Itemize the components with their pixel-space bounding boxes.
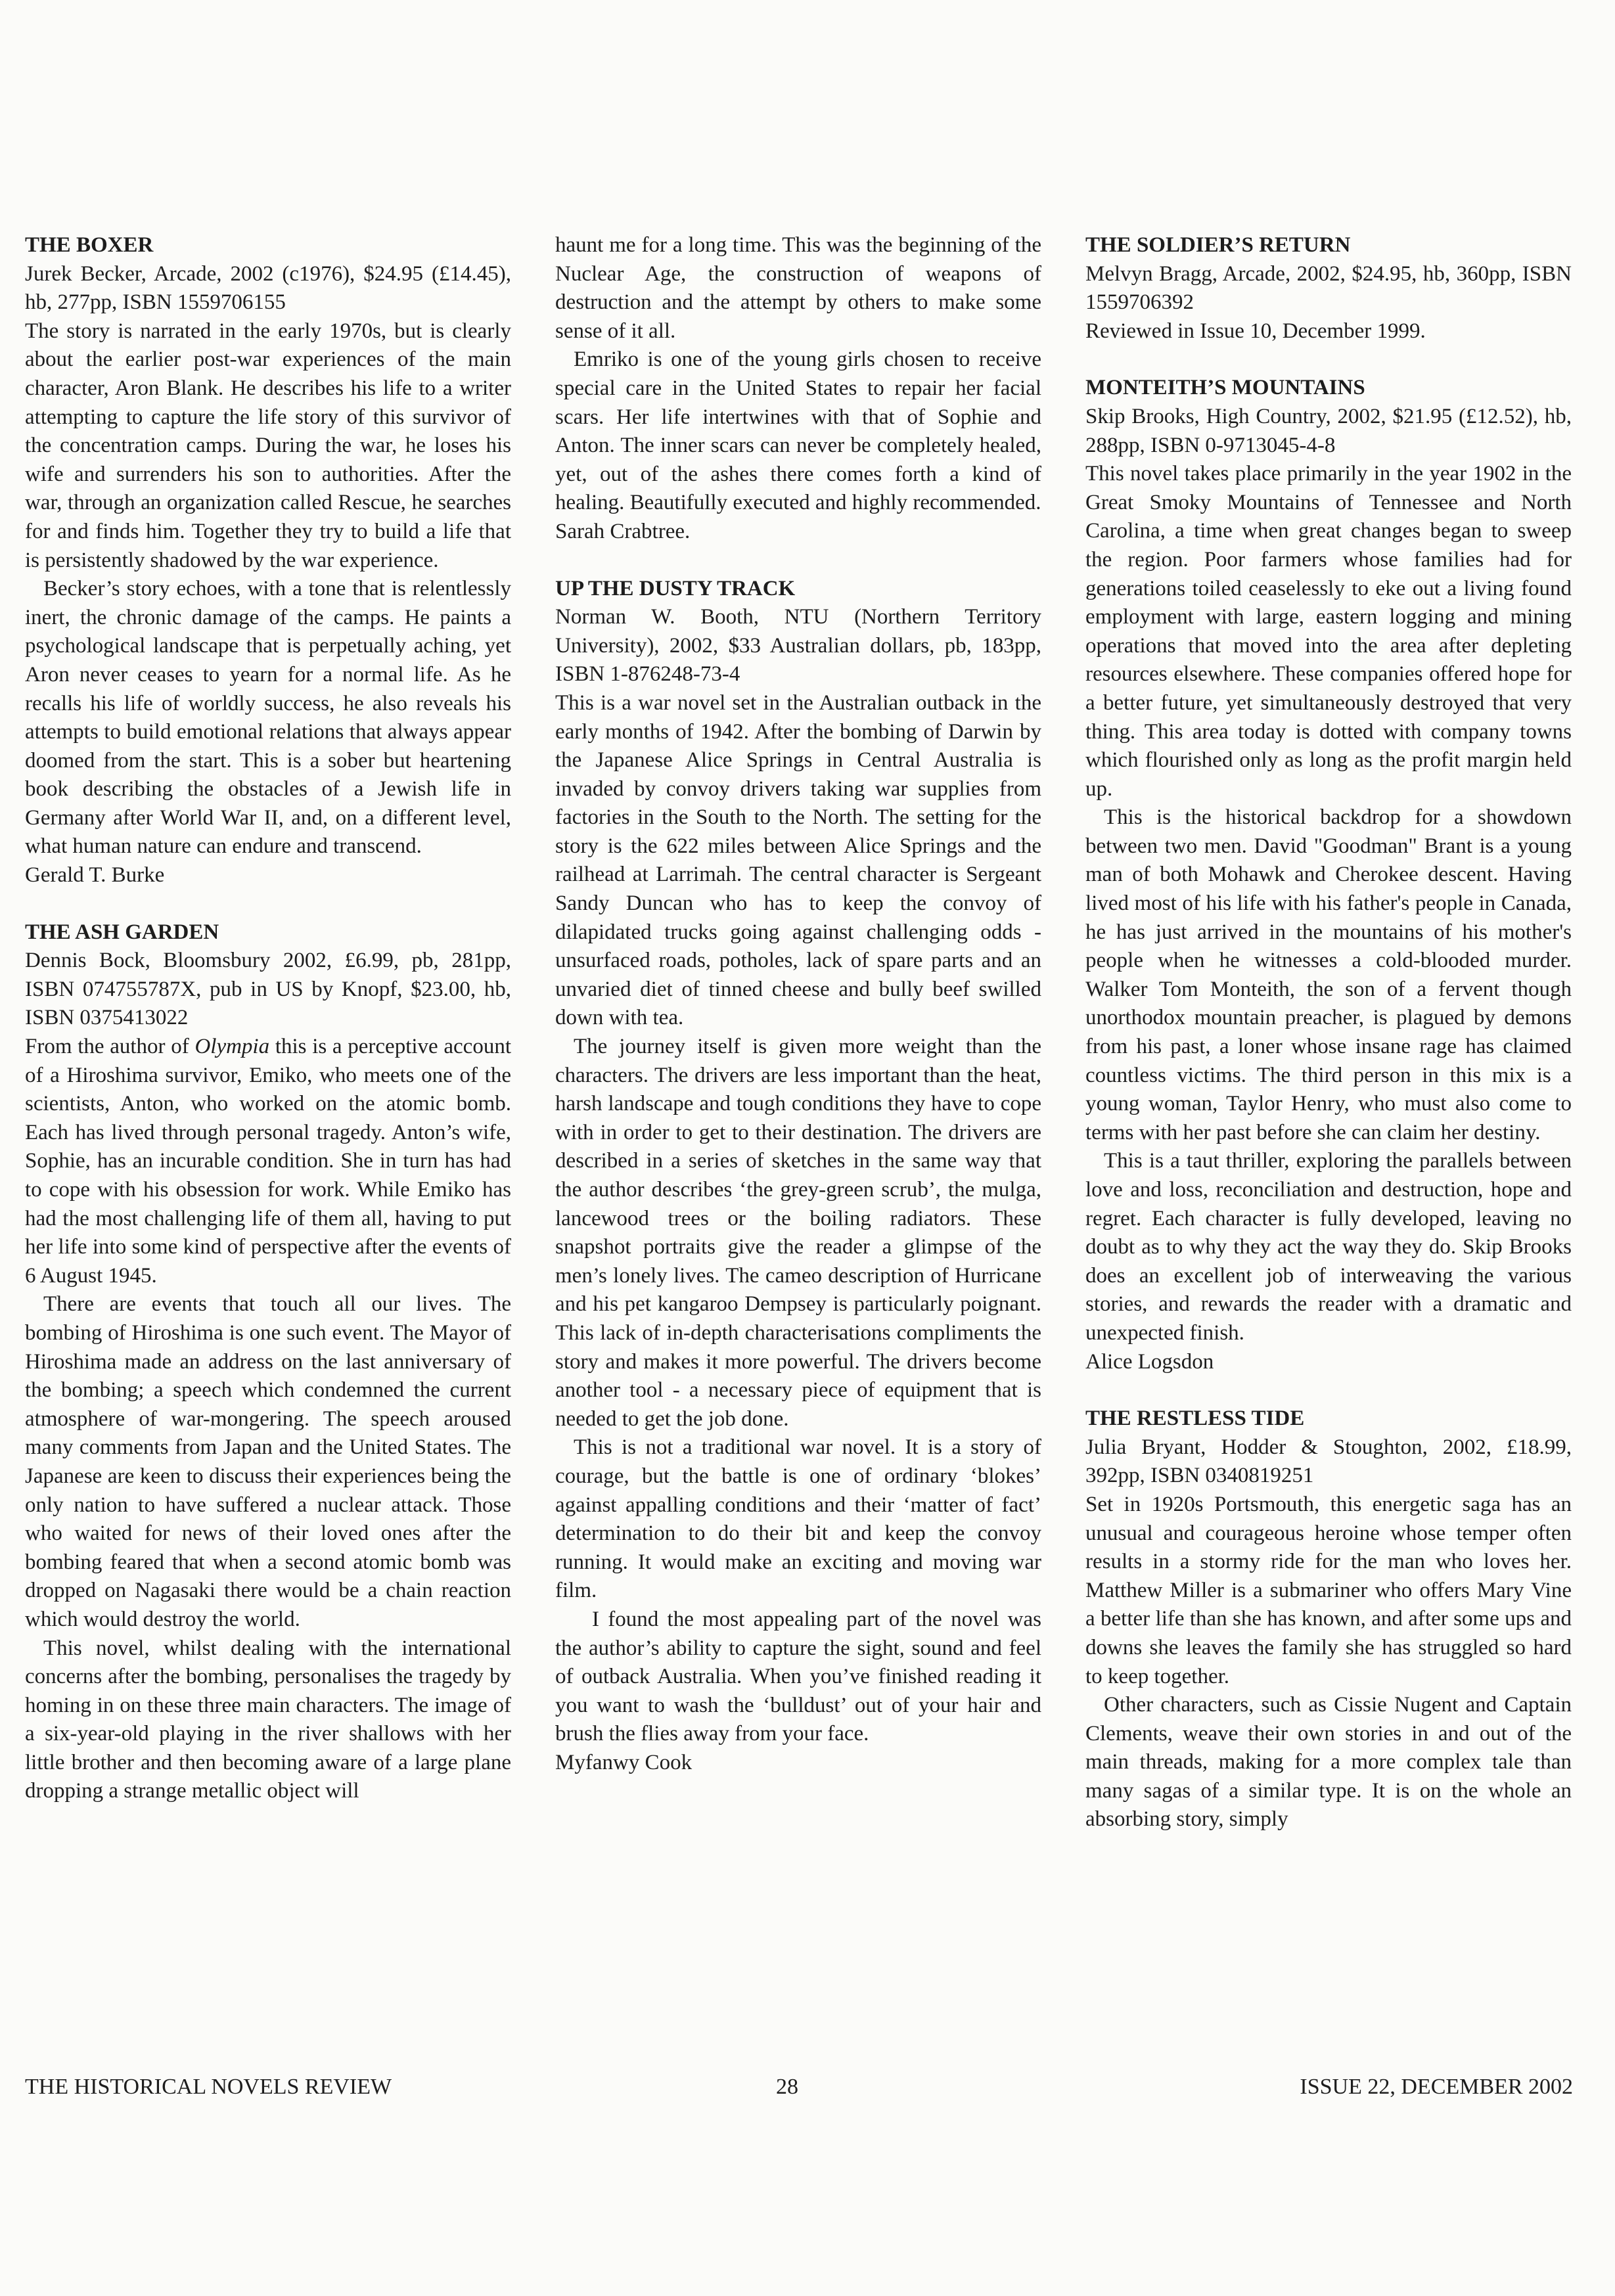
page-number: 28 [776, 2075, 798, 2099]
review-paragraph: This novel, whilst dealing with the international concerns after the bombing, personalises the tragedy by homing in on these three main characters. The image of a six-year-old playing in the river shallows with her little brother and then becoming aware of a large plane dropping a strange metallic object will [25, 1636, 511, 1803]
review-paragraph: haunt me for a long time. This was the beginning of the Nuclear Age, the construction of weapons of destruction and the attempt by others to make some sense of it all. [555, 233, 1041, 343]
review-paragraph: The journey itself is given more weight than the characters. The drivers are less important than the heat, harsh landscape and tough conditions they have to cope with in order to get to their destination. The drivers are described in a series of sketches in the same way that the author describes ‘the grey-green scrub’, the mulga, lancewood trees or the boiling radiators. These snapshot portraits give the reader a glimpse of the men’s lonely lives. The cameo description of Hurricane and his pet kangaroo Dempsey is particularly poignant. This lack of in-depth characterisations compliments the story and makes it more powerful. The drivers become another tool - a necessary piece of equipment that is needed to get the job done. [555, 1035, 1041, 1431]
review-title: THE SOLDIER’S RETURN [1085, 233, 1351, 257]
review-meta: Norman W. Booth, NTU (Northern Territory University), 2002, $33 Australian dollars, pb, 183pp, ISBN 1-876248-73-4 [555, 605, 1041, 687]
review-the-boxer [25, 231, 511, 890]
review-paragraph: Emriko is one of the young girls chosen to receive special care in the United States to repair her facial scars. Her life intertwines with that of Sophie and Anton. The inner scars can never be completely healed, yet, out of the ashes there comes forth a kind of healing. Beautifully executed and highly recommended. [555, 348, 1041, 515]
review-title: THE RESTLESS TIDE [1085, 1407, 1305, 1431]
column-2 [555, 231, 1041, 1777]
review-meta: Melvyn Bragg, Arcade, 2002, $24.95, hb, 360pp, ISBN 1559706392 [1085, 261, 1572, 315]
review-paragraph: This is a war novel set in the Australian outback in the early months of 1942. After the bombing of Darwin by the Japanese Alice Springs in Central Australia is invaded by convoy drivers taking war supplies from factories in the South to the North. The setting for the story is the 622 miles between Alice Springs and the railhead at Larrimah. The central character is Sergeant Sandy Duncan who has to keep the convoy of dilapidated trucks going against challenging odds - unsurfaced roads, potholes, lack of spare parts and an unvaried diet of tinned cheese and bully beef swilled down with tea. [555, 690, 1041, 1030]
review-paragraph: The story is narrated in the early 1970s, but is clearly about the earlier post-war experiences of the main character, Aron Blank. He describes his life to a writer attempting to capture the life story of this survivor of the concentration camps. During the war, he loses his wife and surrenders his son to authorities. After the war, through an organization called Rescue, he searches for and finds him. Together they try to build a life that is persistently shadowed by the war experience. [25, 319, 511, 572]
issue-label: ISSUE 22, DECEMBER 2002 [1300, 2075, 1573, 2099]
review-paragraph: I found the most appealing part of the novel was the author’s ability to capture the sight, sound and feel of outback Australia. When you’ve finished reading it you want to wash the ‘bulldust’ out of your hair and brush the flies away from your face. [555, 1607, 1041, 1746]
review-paragraph: Set in 1920s Portsmouth, this energetic saga has an unusual and courageous heroine whose temper often results in a stormy ride for the man who loves her. Matthew Miller is a submariner who offers Mary Vine a better life than she has known, and after some ups and downs she leaves the family she has struggled so hard to keep together. [1085, 1492, 1572, 1688]
review-paragraph: This is not a traditional war novel. It is a story of courage, but the battle is one of ordinary ‘blokes’ against appalling conditions and their ‘matter of fact’ determination to do their bit and keep the convoy running. It would make an exciting and moving war film. [555, 1435, 1041, 1603]
review-meta: Dennis Bock, Bloomsbury 2002, £6.99, pb, 281pp, ISBN 074755787X, pub in US by Knopf, $23.00, hb, ISBN 0375413022 [25, 949, 511, 1030]
column-1 [25, 231, 511, 1806]
review-title: THE ASH GARDEN [25, 920, 219, 944]
reviewer-name: Alice Logsdon [1085, 1349, 1214, 1374]
publication-name: THE HISTORICAL NOVELS REVIEW [25, 2075, 392, 2099]
review-meta: Skip Brooks, High Country, 2002, $21.95 (£12.52), hb, 288pp, ISBN 0-9713045-4-8 [1085, 404, 1572, 457]
review-paragraph: This novel takes place primarily in the year 1902 in the Great Smoky Mountains of Tennessee and North Carolina, a time when great changes began to sweep the region. Poor farmers whose families had for generations toiled ceaselessly to eke out a living found employment with large, eastern logging and mining operations that moved into the area after depleting resources elsewhere. These companies offered hope for a better future, yet simultaneously destroyed that very thing. This area today is dotted with company towns which flourished only as long as the profit margin held up. [1085, 462, 1572, 801]
review-paragraph: This is the historical backdrop for a showdown between two men. David "Goodman" Brant is a young man of both Mohawk and Cherokee descent. Having lived most of his life with his father's people in Canada, he has just arrived in the mountains of his mother's people when he witnesses a cold-blooded murder. Walker Tom Monteith, the son of a fervent though unorthodox mountain preacher, is plagued by demons from his past, a loner whose insane rage has claimed countless victims. The third person in this mix is a young woman, Taylor Henry, who must also come to terms with her past before she can claim her destiny. [1085, 805, 1572, 1144]
reviewer-name: Myfanwy Cook [555, 1750, 693, 1774]
book-title-italic: Olympia [194, 1035, 270, 1059]
review-text: From the author of [25, 1035, 195, 1059]
review-monteiths-mountains [1085, 374, 1572, 1376]
review-note: Reviewed in Issue 10, December 1999. [1085, 319, 1426, 343]
review-title: THE BOXER [25, 233, 154, 257]
review-the-ash-garden-continued [555, 231, 1041, 547]
review-paragraph: Becker’s story echoes, with a tone that is relentlessly inert, the chronic damage of the camps. He paints a psychological landscape that is perpetually aching, yet Aron never ceases to yearn for a normal life. As he recalls his life of worldly success, he also reveals his attempts to build emotional relations that always appear doomed from the start. This is a sober but heartening book describing the obstacles of a Jewish life in Germany after World War II, and, on a different level, what human nature can endure and transcend. [25, 577, 511, 859]
review-text: this is a perceptive account of a Hiroshima survivor, Emiko, who meets one of the scientists, Anton, who worked on the atomic bomb. Each has lived through personal tragedy. Anton’s wife, Sophie, has an incurable condition. She in turn has had to cope with his obsession for work. While Emiko has had the most challenging life of them all, having to put her life into some kind of perspective after the events of 6 August 1945. [25, 1035, 511, 1288]
review-the-ash-garden [25, 918, 511, 1806]
review-meta: Julia Bryant, Hodder & Stoughton, 2002, £18.99, 392pp, ISBN 0340819251 [1085, 1435, 1572, 1488]
review-the-soldiers-return [1085, 231, 1572, 346]
review-the-restless-tide [1085, 1405, 1572, 1834]
review-title: UP THE DUSTY TRACK [555, 576, 796, 600]
reviewer-name: Gerald T. Burke [25, 863, 165, 888]
review-paragraph: There are events that touch all our lives. The bombing of Hiroshima is one such event. The Mayor of Hiroshima made an address on the last anniversary of the bombing; a speech which condemned the current atmosphere of war-mongering. The speech aroused many comments from Japan and the United States. The Japanese are keen to discuss their experiences being the only nation to have suffered a nuclear attack. Those who waited for news of their loved ones after the bombing feared that when a second atomic bomb was dropped on Nagasaki there would be a chain reaction which would destroy the world. [25, 1292, 511, 1631]
review-title: MONTEITH’S MOUNTAINS [1085, 376, 1365, 400]
review-paragraph: Other characters, such as Cissie Nugent and Captain Clements, weave their own stories in and out of the main threads, making for a more complex tale than many sagas of a similar type. It is on the whole an absorbing story, simply [1085, 1693, 1572, 1832]
review-paragraph: This is a taut thriller, exploring the parallels between love and loss, reconciliation and destruction, hope and regret. Each character is fully developed, leaving no doubt as to why they act the way they do. Skip Brooks does an excellent job of interweaving the various stories, and rewards the reader with a dramatic and unexpected finish. [1085, 1149, 1572, 1345]
reviewer-name: Sarah Crabtree. [555, 519, 691, 543]
review-meta: Jurek Becker, Arcade, 2002 (c1976), $24.95 (£14.45), hb, 277pp, ISBN 1559706155 [25, 261, 511, 315]
column-3 [1085, 231, 1572, 1834]
review-paragraph [25, 1033, 511, 1290]
review-up-the-dusty-track [555, 575, 1041, 1778]
